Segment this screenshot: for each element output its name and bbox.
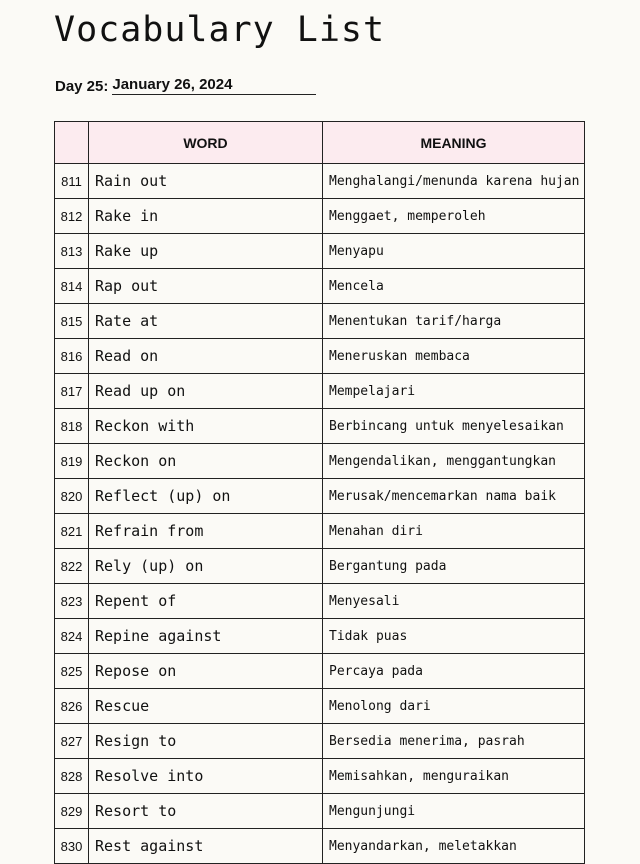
- vocab-meaning: Tidak puas: [323, 619, 585, 654]
- table-row: [55, 339, 585, 374]
- row-number: 813: [55, 234, 89, 269]
- row-number: 812: [55, 199, 89, 234]
- vocab-word: Repent of: [89, 584, 323, 619]
- table-row: [55, 689, 585, 724]
- vocab-meaning: Menolong dari: [323, 689, 585, 724]
- vocab-word: Reckon on: [89, 444, 323, 479]
- vocab-word: Reflect (up) on: [89, 479, 323, 514]
- table-row: [55, 304, 585, 339]
- row-number: 819: [55, 444, 89, 479]
- vocab-word: Rate at: [89, 304, 323, 339]
- vocab-meaning: Menentukan tarif/harga: [323, 304, 585, 339]
- table-row: [55, 269, 585, 304]
- row-number: 828: [55, 759, 89, 794]
- row-number: 816: [55, 339, 89, 374]
- vocab-meaning: Bergantung pada: [323, 549, 585, 584]
- table-row: [55, 409, 585, 444]
- table-row: [55, 794, 585, 829]
- vocab-meaning: Menyandarkan, meletakkan: [323, 829, 585, 864]
- row-number: 821: [55, 514, 89, 549]
- row-number: 817: [55, 374, 89, 409]
- row-number: 823: [55, 584, 89, 619]
- row-number: 829: [55, 794, 89, 829]
- table-row: [55, 619, 585, 654]
- vocab-word: Resolve into: [89, 759, 323, 794]
- vocab-meaning: Memisahkan, menguraikan: [323, 759, 585, 794]
- vocab-meaning: Percaya pada: [323, 654, 585, 689]
- vocab-word: Rake in: [89, 199, 323, 234]
- vocab-meaning: Mengunjungi: [323, 794, 585, 829]
- row-number: 814: [55, 269, 89, 304]
- vocab-word: Resign to: [89, 724, 323, 759]
- vocab-meaning: Mengendalikan, menggantungkan: [323, 444, 585, 479]
- vocab-word: Rescue: [89, 689, 323, 724]
- table-row: [55, 199, 585, 234]
- vocab-word: Resort to: [89, 794, 323, 829]
- number-header: [55, 122, 89, 164]
- page-title: Vocabulary List: [54, 10, 386, 50]
- table-header-row: [55, 122, 585, 164]
- vocab-meaning: Mencela: [323, 269, 585, 304]
- vocab-meaning: Menahan diri: [323, 514, 585, 549]
- vocab-meaning: Menyesali: [323, 584, 585, 619]
- row-number: 825: [55, 654, 89, 689]
- vocab-meaning: Meneruskan membaca: [323, 339, 585, 374]
- row-number: 826: [55, 689, 89, 724]
- row-number: 815: [55, 304, 89, 339]
- vocab-meaning: Menghalangi/menunda karena hujan: [323, 164, 585, 199]
- table-row: [55, 759, 585, 794]
- table-row: [55, 549, 585, 584]
- vocabulary-table: [54, 121, 585, 864]
- table-row: [55, 829, 585, 864]
- row-number: 820: [55, 479, 89, 514]
- table-row: [55, 514, 585, 549]
- table-row: [55, 654, 585, 689]
- vocabulary-table-body: [55, 164, 585, 864]
- vocab-word: Rake up: [89, 234, 323, 269]
- row-number: 822: [55, 549, 89, 584]
- meaning-header: MEANING: [323, 122, 585, 164]
- vocab-word: Rely (up) on: [89, 549, 323, 584]
- vocab-meaning: Berbincang untuk menyelesaikan: [323, 409, 585, 444]
- vocab-meaning: Menggaet, memperoleh: [323, 199, 585, 234]
- row-number: 827: [55, 724, 89, 759]
- table-row: [55, 724, 585, 759]
- row-number: 824: [55, 619, 89, 654]
- table-row: [55, 374, 585, 409]
- table-row: [55, 479, 585, 514]
- table-row: [55, 164, 585, 199]
- table-row: [55, 234, 585, 269]
- vocab-word: Read on: [89, 339, 323, 374]
- word-header: WORD: [89, 122, 323, 164]
- day-label: Day 25:: [55, 78, 109, 95]
- vocab-word: Rain out: [89, 164, 323, 199]
- date-value: January 26, 2024: [112, 76, 316, 95]
- row-number: 811: [55, 164, 89, 199]
- vocab-meaning: Merusak/mencemarkan nama baik: [323, 479, 585, 514]
- date-line: [55, 76, 316, 95]
- vocab-word: Rest against: [89, 829, 323, 864]
- table-row: [55, 444, 585, 479]
- vocab-word: Reckon with: [89, 409, 323, 444]
- vocab-meaning: Menyapu: [323, 234, 585, 269]
- vocab-word: Repose on: [89, 654, 323, 689]
- row-number: 830: [55, 829, 89, 864]
- vocab-word: Rap out: [89, 269, 323, 304]
- table-row: [55, 584, 585, 619]
- vocab-word: Refrain from: [89, 514, 323, 549]
- vocab-word: Repine against: [89, 619, 323, 654]
- vocab-meaning: Mempelajari: [323, 374, 585, 409]
- row-number: 818: [55, 409, 89, 444]
- vocab-word: Read up on: [89, 374, 323, 409]
- vocab-meaning: Bersedia menerima, pasrah: [323, 724, 585, 759]
